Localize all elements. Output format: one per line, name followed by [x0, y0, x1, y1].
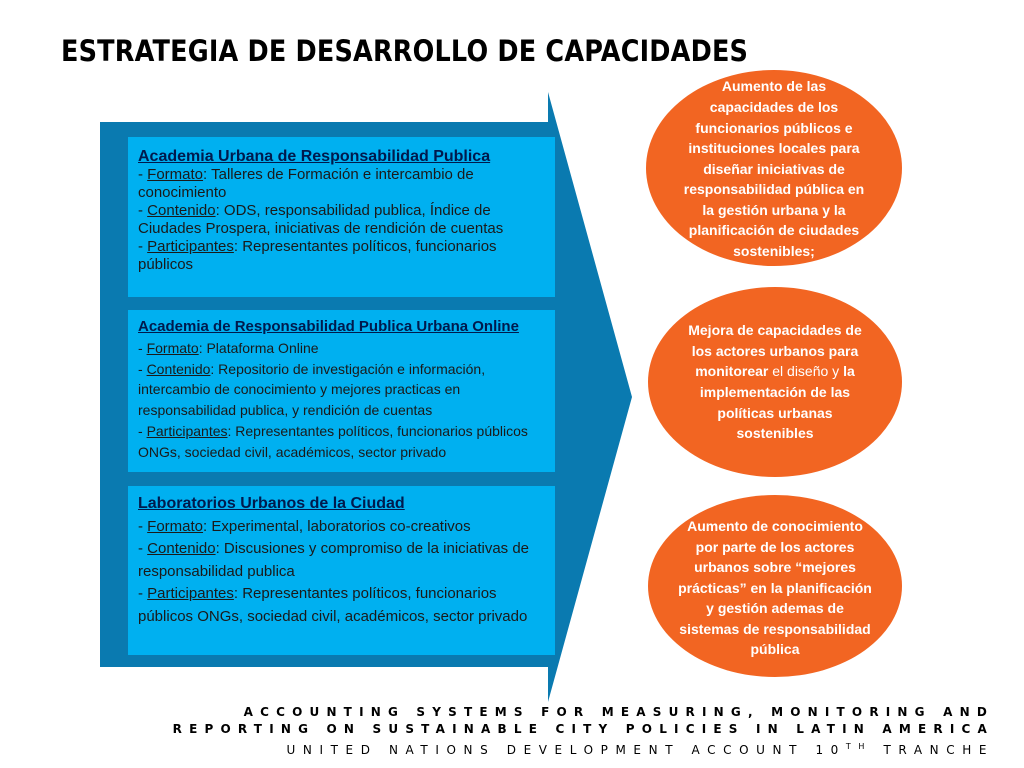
outcome-text: Mejora de capacidades de los actores urbanos para monitorear el diseño y la implementación de las políticas urbanas sostenibles: [688, 322, 862, 442]
footer-line-1: ACCOUNTING SYSTEMS FOR MEASURING, MONITORING AND: [243, 705, 994, 719]
program-participantes: - Participantes: Representantes políticos, funcionarios públicos: [138, 238, 497, 273]
program-contenido: - Contenido: Repositorio de investigación e información, intercambio de conocimiento y mejores practicas en responsabilidad publica, y rendición de cuentas: [138, 360, 486, 419]
program-formato: - Formato: Experimental, laboratorios co-creativos: [138, 517, 471, 535]
program-box-academia-online: [128, 310, 555, 472]
footer: [173, 704, 994, 759]
program-box-academia-urbana: [128, 137, 555, 297]
outcome-oval-conocimiento: [648, 495, 902, 677]
program-heading: Academia Urbana de Responsabilidad Publica: [138, 148, 491, 165]
program-heading: Laboratorios Urbanos de la Ciudad: [138, 495, 405, 512]
program-participantes: - Participantes: Representantes políticos, funcionarios públicos ONGs, sociedad civil, académicos, sector privado: [138, 585, 528, 625]
footer-line-2: REPORTING ON SUSTAINABLE CITY POLICIES IN LATIN AMERICA: [172, 722, 994, 736]
program-heading: Academia de Responsabilidad Publica Urbana Online: [138, 318, 519, 335]
outcome-text: Aumento de las capacidades de los funcionarios públicos e instituciones locales para diseñar iniciativas de responsabilidad pública en la gestión urbana y la planificación de ciudades sostenibles;: [683, 78, 865, 260]
program-participantes: - Participantes: Representantes políticos, funcionarios públicos ONGs, sociedad civil, académicos, sector privado: [138, 422, 528, 460]
slide-title: ESTRATEGIA DE DESARROLLO DE CAPACIDADES: [61, 34, 749, 68]
outcome-text: Aumento de conocimiento por parte de los actores urbanos sobre “mejores prácticas” en la planificación y gestión ademas de sistemas de responsabilidad pública: [678, 517, 872, 658]
program-formato: - Formato: Plataforma Online: [138, 339, 319, 356]
outcome-oval-capacidades: [646, 70, 902, 266]
program-formato: - Formato: Talleres de Formación e intercambio de conocimiento: [138, 166, 474, 201]
program-contenido: - Contenido: Discusiones y compromiso de la iniciativas de responsabilidad publica: [138, 540, 530, 580]
footer-line-3: UNITED NATIONS DEVELOPMENT ACCOUNT 10TH TRANCHE: [286, 742, 994, 757]
program-contenido: - Contenido: ODS, responsabilidad publica, Índice de Ciudades Prospera, iniciativas de rendición de cuentas: [138, 202, 504, 237]
program-box-laboratorios: [128, 486, 555, 655]
outcome-oval-monitoreo: [648, 287, 902, 477]
